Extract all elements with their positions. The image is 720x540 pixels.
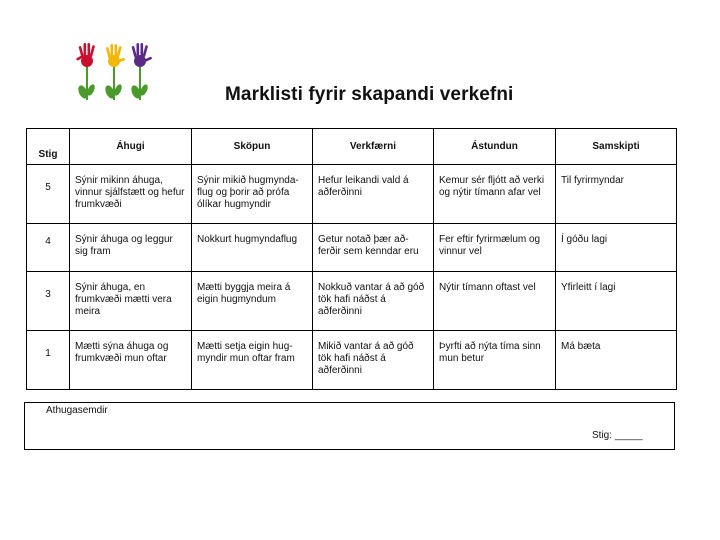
skopun-cell: Mætti byggja meira á eigin hugmyndum bbox=[192, 272, 313, 331]
ahugi-cell: Mætti sýna áhuga og frumkvæði mun oftar bbox=[70, 331, 192, 390]
ahugi-cell: Sýnir mikinn áhuga, vinnur sjálfstætt og hefur frumkvæði bbox=[70, 165, 192, 224]
table-row bbox=[27, 331, 677, 390]
header-astundun: Ástundun bbox=[434, 129, 556, 165]
astundun-cell: Nýtir tímann oftast vel bbox=[434, 272, 556, 331]
handprint-flowers-logo bbox=[74, 42, 156, 106]
header-ahugi: Áhugi bbox=[70, 129, 192, 165]
table-header-row bbox=[27, 129, 677, 165]
verkfaerni-cell: Getur notað þær að-ferðir sem kenndar eru bbox=[313, 224, 434, 272]
stig-value: 4 bbox=[45, 235, 51, 247]
samskipti-cell: Má bæta bbox=[556, 331, 677, 390]
skopun-cell: Sýnir mikið hugmynda-flug og þorir að prófa ólíkar hugmyndir bbox=[192, 165, 313, 224]
skopun-cell: Nokkurt hugmyndaflug bbox=[192, 224, 313, 272]
header-samskipti: Samskipti bbox=[556, 129, 677, 165]
rubric-table bbox=[26, 128, 677, 390]
header-skopun: Sköpun bbox=[192, 129, 313, 165]
skopun-cell: Mætti setja eigin hug-myndir mun oftar fram bbox=[192, 331, 313, 390]
stig-cell bbox=[27, 224, 70, 272]
stig-cell bbox=[27, 272, 70, 331]
samskipti-cell: Yfirleitt í lagi bbox=[556, 272, 677, 331]
stig-value: 1 bbox=[45, 348, 51, 359]
table-row bbox=[27, 224, 677, 272]
stig-cell bbox=[27, 331, 70, 390]
verkfaerni-cell: Nokkuð vantar á að góð tök hafi náðst á aðferðinni bbox=[313, 272, 434, 331]
header-verkfaerni: Verkfærni bbox=[313, 129, 434, 165]
table-row bbox=[27, 272, 677, 331]
astundun-cell: Þyrfti að nýta tíma sinn mun betur bbox=[434, 331, 556, 390]
astundun-cell: Kemur sér fljótt að verki og nýtir tímann afar vel bbox=[434, 165, 556, 224]
stig-cell bbox=[27, 165, 70, 224]
stig-value: 3 bbox=[45, 289, 51, 300]
samskipti-cell: Í góðu lagi bbox=[556, 224, 677, 272]
astundun-cell: Fer eftir fyrirmælum og vinnur vel bbox=[434, 224, 556, 272]
verkfaerni-cell: Mikið vantar á að góð tök hafi náðst á aðferðinni bbox=[313, 331, 434, 390]
table-row bbox=[27, 165, 677, 224]
purple-handprint bbox=[131, 43, 152, 67]
ahugi-cell: Sýnir áhuga, en frumkvæði mætti vera meira bbox=[70, 272, 192, 331]
ahugi-cell: Sýnir áhuga og leggur sig fram bbox=[70, 224, 192, 272]
yellow-handprint bbox=[106, 44, 126, 67]
stig-value: 5 bbox=[45, 182, 51, 193]
samskipti-cell: Til fyrirmyndar bbox=[556, 165, 677, 224]
red-handprint bbox=[76, 43, 95, 67]
score-field[interactable]: Stig: _____ bbox=[592, 430, 643, 441]
notes-label: Athugasemdir bbox=[46, 405, 108, 416]
header-stig: Stig bbox=[27, 129, 70, 165]
page-title: Marklisti fyrir skapandi verkefni bbox=[225, 84, 514, 105]
notes-box[interactable] bbox=[24, 402, 675, 450]
verkfaerni-cell: Hefur leikandi vald á aðferðinni bbox=[313, 165, 434, 224]
